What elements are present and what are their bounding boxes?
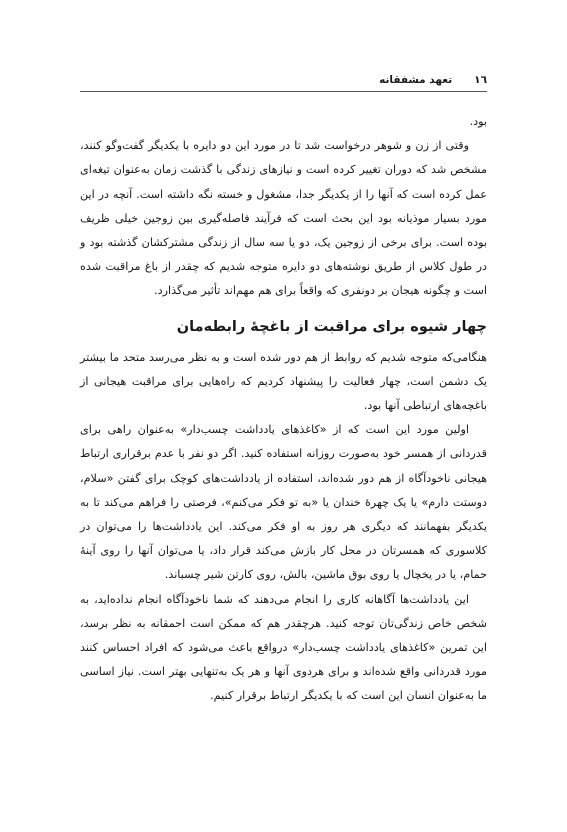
paragraph-3: اولین مورد این است که از «کاغذهای یادداشت چسب‌دار» به‌عنوان راهی برای قدردانی از همسر خود به‌صورت روزانه استفاده کنید. اگر دو نفر با عدم برقراری ارتباط هیجانی ناخودآگاه از هم دور شده‌اند، استفاده از یادداشت‌های کوچک برای گفتن «سلام، دوستت دارم» یا یک چهرهٔ خندان یا «به تو فکر می‌کنم»، فرصتی را فراهم می‌کند تا به یکدیگر بفهمانند که دیگری هر روز به او فکر می‌کند. این یادداشت‌ها را می‌توان در کلاسوری که همسرتان در محل کار بازش می‌کند قرار داد، یا می‌توان آنها را روی آینهٔ حمام، یا در یخچال یا روی بوق ماشین، بالش، روی کارتن شیر چسباند. xyxy=(80,423,487,582)
page-number: ١٦ xyxy=(474,74,487,86)
paragraph-2: هنگامی‌که متوجه شدیم که روابط از هم دور شده است و به نظر می‌رسد متحد ما بیشتر یک دشمن است، چهار فعالیت را پیشنهاد کردیم که راه‌هایی برای مراقبت هیجانی از باغچه‌های ارتباطی آنها بود. xyxy=(80,350,487,413)
paragraph-4: این یادداشت‌ها آگاهانه کاری را انجام می‌دهند که شما ناخودآگاه انجام نداده‌اید، به شخص خاص زندگی‌تان توجه کنید. هرچقدر هم که ممکن است احمقانه به نظر برسد، این تمرین «کاغذهای یادداشت چسب‌دار» درواقع باعث می‌شود که افراد احساس کنند مورد قدردانی واقع شده‌اند و برای هردوی آنها و هر یک به‌تنهایی بهتر است. نیاز اساسی ما به‌عنوان انسان این است که با یکدیگر ارتباط برقرار کنیم. xyxy=(80,592,487,703)
body-text xyxy=(80,110,487,709)
paragraph-1: وقتی از زن و شوهر درخواست شد تا در مورد این دو دایره با یکدیگر گفت‌وگو کنند، مشخص شد که دوران تغییر کرده است و نیازهای زندگی با گذشت زمان به‌عنوان تیغه‌ای عمل کرده است که آنها را از یکدیگر جدا، مشغول و خسته نگه داشته است. آنچه در این مورد بسیار موذیانه بود این بحث است که فرآیند فاصله‌گیری بین زوجین خیلی ظریف بوده است. برای برخی از زوجین یک، دو یا سه سال از زندگی مشترکشان گذشته بود و در طول کلاس از طریق نوشته‌های دو دایره متوجه شدیم که چقدر از باغ مراقبت شده است و چگونه هیجان بر دونفری که واقعاً برای هم مهم‌اند تأثیر می‌گذارد. xyxy=(80,139,487,298)
book-title: تعهد مشفقانه xyxy=(379,74,453,86)
section-heading: چهار شیوه برای مراقبت از باغچهٔ رابطه‌مان xyxy=(176,318,487,335)
running-header xyxy=(80,70,487,90)
header-divider xyxy=(80,91,487,92)
paragraph-continuation: بود. xyxy=(469,115,487,128)
